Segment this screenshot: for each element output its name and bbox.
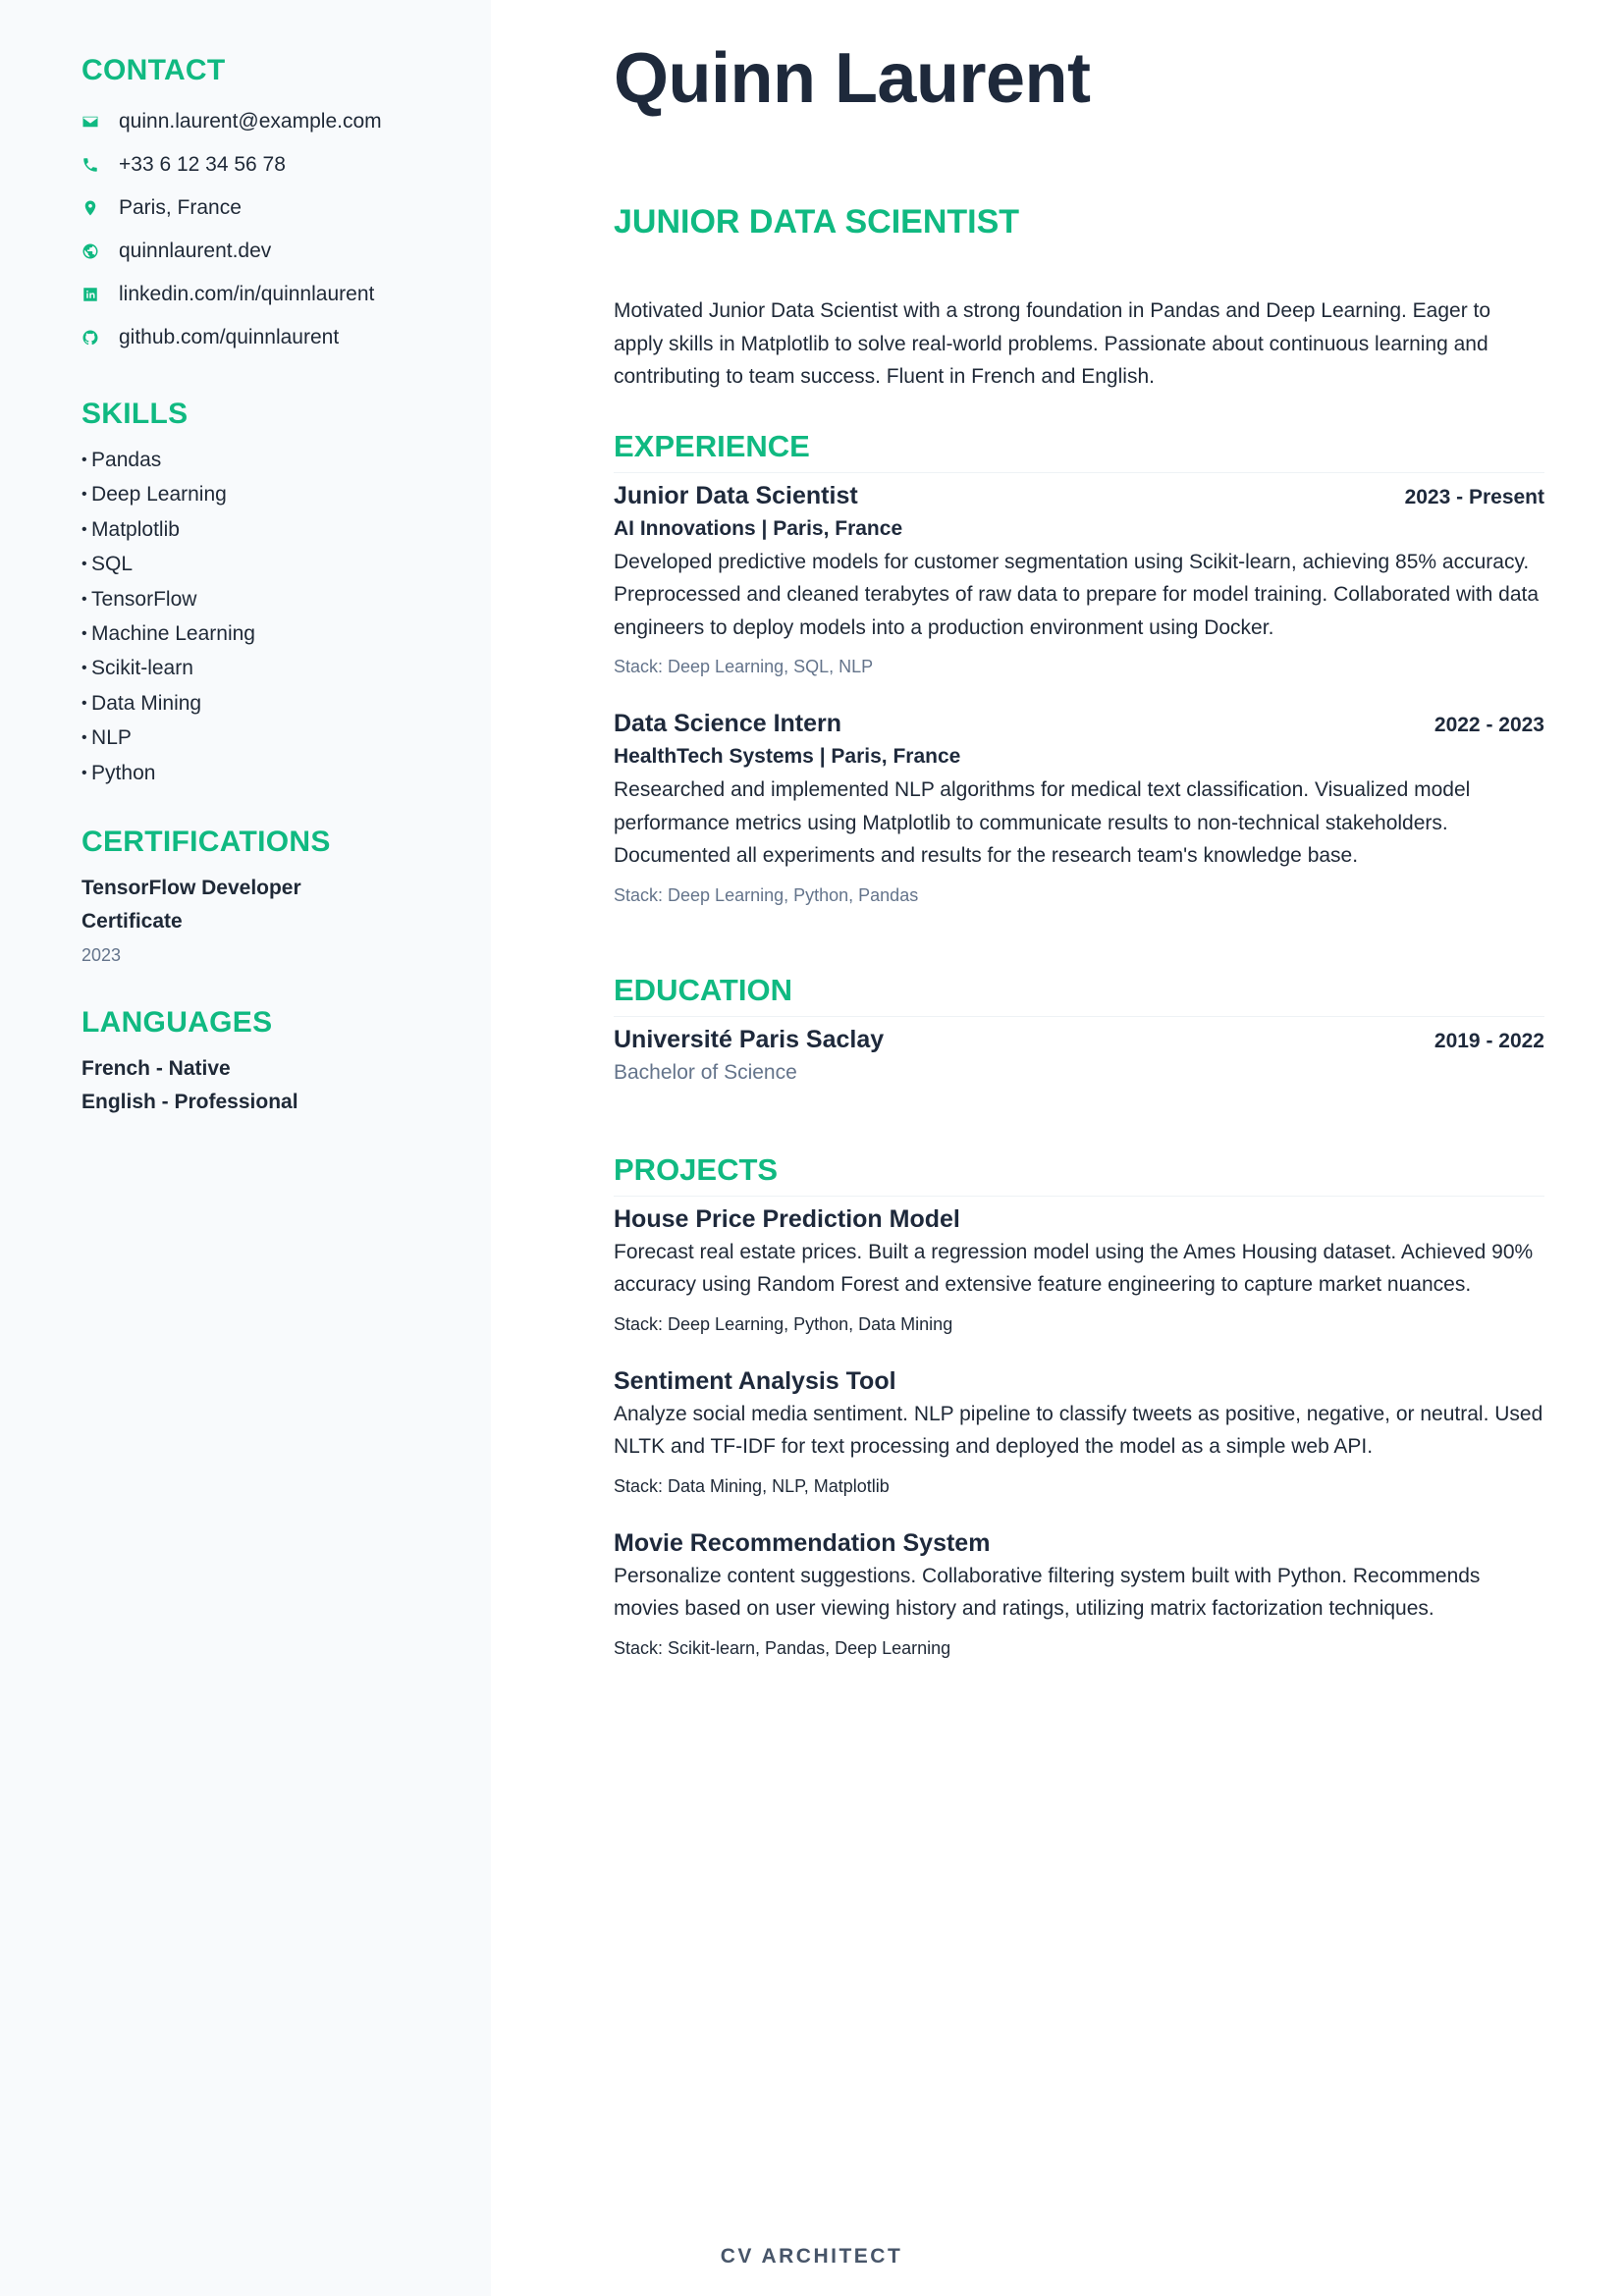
project-description: Analyze social media sentiment. NLP pipeline to classify tweets as positive, negative, or neutral. Used NLTK and TF-IDF for text processing and deployed the model as a simple web API. <box>614 1402 1543 1458</box>
contact-email-text: quinn.laurent@example.com <box>119 110 382 133</box>
project-description: Forecast real estate prices. Built a regression model using the Ames Housing dataset. Achieved 90% accuracy using Random Forest and extensive feature engineering to capture market nuances. <box>614 1240 1534 1296</box>
project-entry <box>614 1202 1544 1339</box>
certifications-heading: CERTIFICATIONS <box>81 826 331 859</box>
skills-list <box>81 444 452 791</box>
education-heading: EDUCATION <box>614 973 1544 1017</box>
skill-item: • NLP <box>81 721 452 756</box>
linkedin-icon <box>81 286 99 303</box>
project-stack: Stack: Data Mining, NLP, Matplotlib <box>614 1475 890 1496</box>
skill-item: • Pandas <box>81 444 452 478</box>
language-item: French - Native <box>81 1057 231 1081</box>
skill-item: • Data Mining <box>81 687 452 721</box>
contact-phone-text: +33 6 12 34 56 78 <box>119 153 286 176</box>
education-date: 2019 - 2022 <box>1434 1029 1544 1052</box>
github-icon <box>81 329 99 347</box>
project-title: Sentiment Analysis Tool <box>614 1366 896 1395</box>
languages-heading: LANGUAGES <box>81 1006 273 1040</box>
experience-stack: Stack: Deep Learning, SQL, NLP <box>614 657 874 676</box>
experience-org: HealthTech Systems | Paris, France <box>614 745 961 768</box>
projects-heading: PROJECTS <box>614 1152 1544 1197</box>
education-school: Université Paris Saclay <box>614 1025 885 1053</box>
phone-icon <box>81 156 99 174</box>
education-degree: Bachelor of Science <box>614 1060 797 1084</box>
contact-list <box>81 100 452 359</box>
experience-date: 2023 - Present <box>1404 485 1544 508</box>
globe-icon <box>81 242 99 260</box>
language-item: English - Professional <box>81 1091 298 1114</box>
skill-item: • Python <box>81 757 452 791</box>
email-icon <box>81 113 99 131</box>
skill-item: • Scikit-learn <box>81 652 452 686</box>
candidate-name: Quinn Laurent <box>614 39 1091 118</box>
skill-item: • SQL <box>81 548 452 582</box>
education-entry <box>614 1023 1544 1090</box>
project-stack: Stack: Scikit-learn, Pandas, Deep Learning <box>614 1637 951 1658</box>
skill-item: • Deep Learning <box>81 478 452 512</box>
experience-description: Researched and implemented NLP algorithms for medical text classification. Visualized model performance metrics using Matplotlib to communicate results to non-technical stakeholders. Documented all experiments and results for the research team's knowledge base. <box>614 778 1471 867</box>
project-stack: Stack: Deep Learning, Python, Data Mining <box>614 1313 953 1334</box>
skill-item: • Machine Learning <box>81 617 452 652</box>
job-title: JUNIOR DATA SCIENTIST <box>614 203 1020 240</box>
experience-description: Developed predictive models for customer segmentation using Scikit-learn, achieving 85% accuracy. Preprocessed and cleaned terabytes of raw data to prepare for model training. Collaborated with data engineers to deploy models into a production environment using Docker. <box>614 550 1540 639</box>
project-title: Movie Recommendation System <box>614 1528 991 1557</box>
footer-brand: CV ARCHITECT <box>720 2245 903 2268</box>
contact-phone[interactable] <box>81 143 452 187</box>
summary: Motivated Junior Data Scientist with a strong foundation in Pandas and Deep Learning. Eager to apply skills in Matplotlib to solve real-world problems. Passionate about continuous learning and contributing to team success. Fluent in French and English. <box>614 299 1491 388</box>
contact-location-text: Paris, France <box>119 196 242 219</box>
sidebar <box>0 0 491 2296</box>
experience-entry <box>614 479 1544 682</box>
certification-name: TensorFlow Developer Certificate <box>81 877 301 934</box>
project-description: Personalize content suggestions. Collaborative filtering system built with Python. Recommends movies based on user viewing history and ratings, utilizing matrix factorization techniques. <box>614 1564 1481 1620</box>
certification-year: 2023 <box>81 945 122 966</box>
experience-entry <box>614 707 1544 910</box>
experience-title: Junior Data Scientist <box>614 481 858 509</box>
main-content <box>614 0 1544 1663</box>
skill-item: • TensorFlow <box>81 583 452 617</box>
contact-linkedin-text: linkedin.com/in/quinnlaurent <box>119 283 375 305</box>
experience-title: Data Science Intern <box>614 710 842 737</box>
contact-linkedin[interactable] <box>81 273 452 316</box>
contact-heading: CONTACT <box>81 54 226 86</box>
project-entry <box>614 1526 1544 1663</box>
skills-heading: SKILLS <box>81 398 189 430</box>
contact-github-text: github.com/quinnlaurent <box>119 326 340 348</box>
project-entry <box>614 1364 1544 1501</box>
contact-email[interactable] <box>81 100 452 143</box>
contact-github[interactable] <box>81 316 452 359</box>
contact-website[interactable] <box>81 230 452 273</box>
skill-item: • Matplotlib <box>81 513 452 548</box>
experience-stack: Stack: Deep Learning, Python, Pandas <box>614 884 919 905</box>
experience-date: 2022 - 2023 <box>1434 714 1544 736</box>
project-title: House Price Prediction Model <box>614 1204 960 1233</box>
contact-location <box>81 187 452 230</box>
experience-org: AI Innovations | Paris, France <box>614 516 903 540</box>
contact-website-text: quinnlaurent.dev <box>119 240 272 262</box>
experience-heading: EXPERIENCE <box>614 429 1544 473</box>
location-icon <box>81 199 99 217</box>
